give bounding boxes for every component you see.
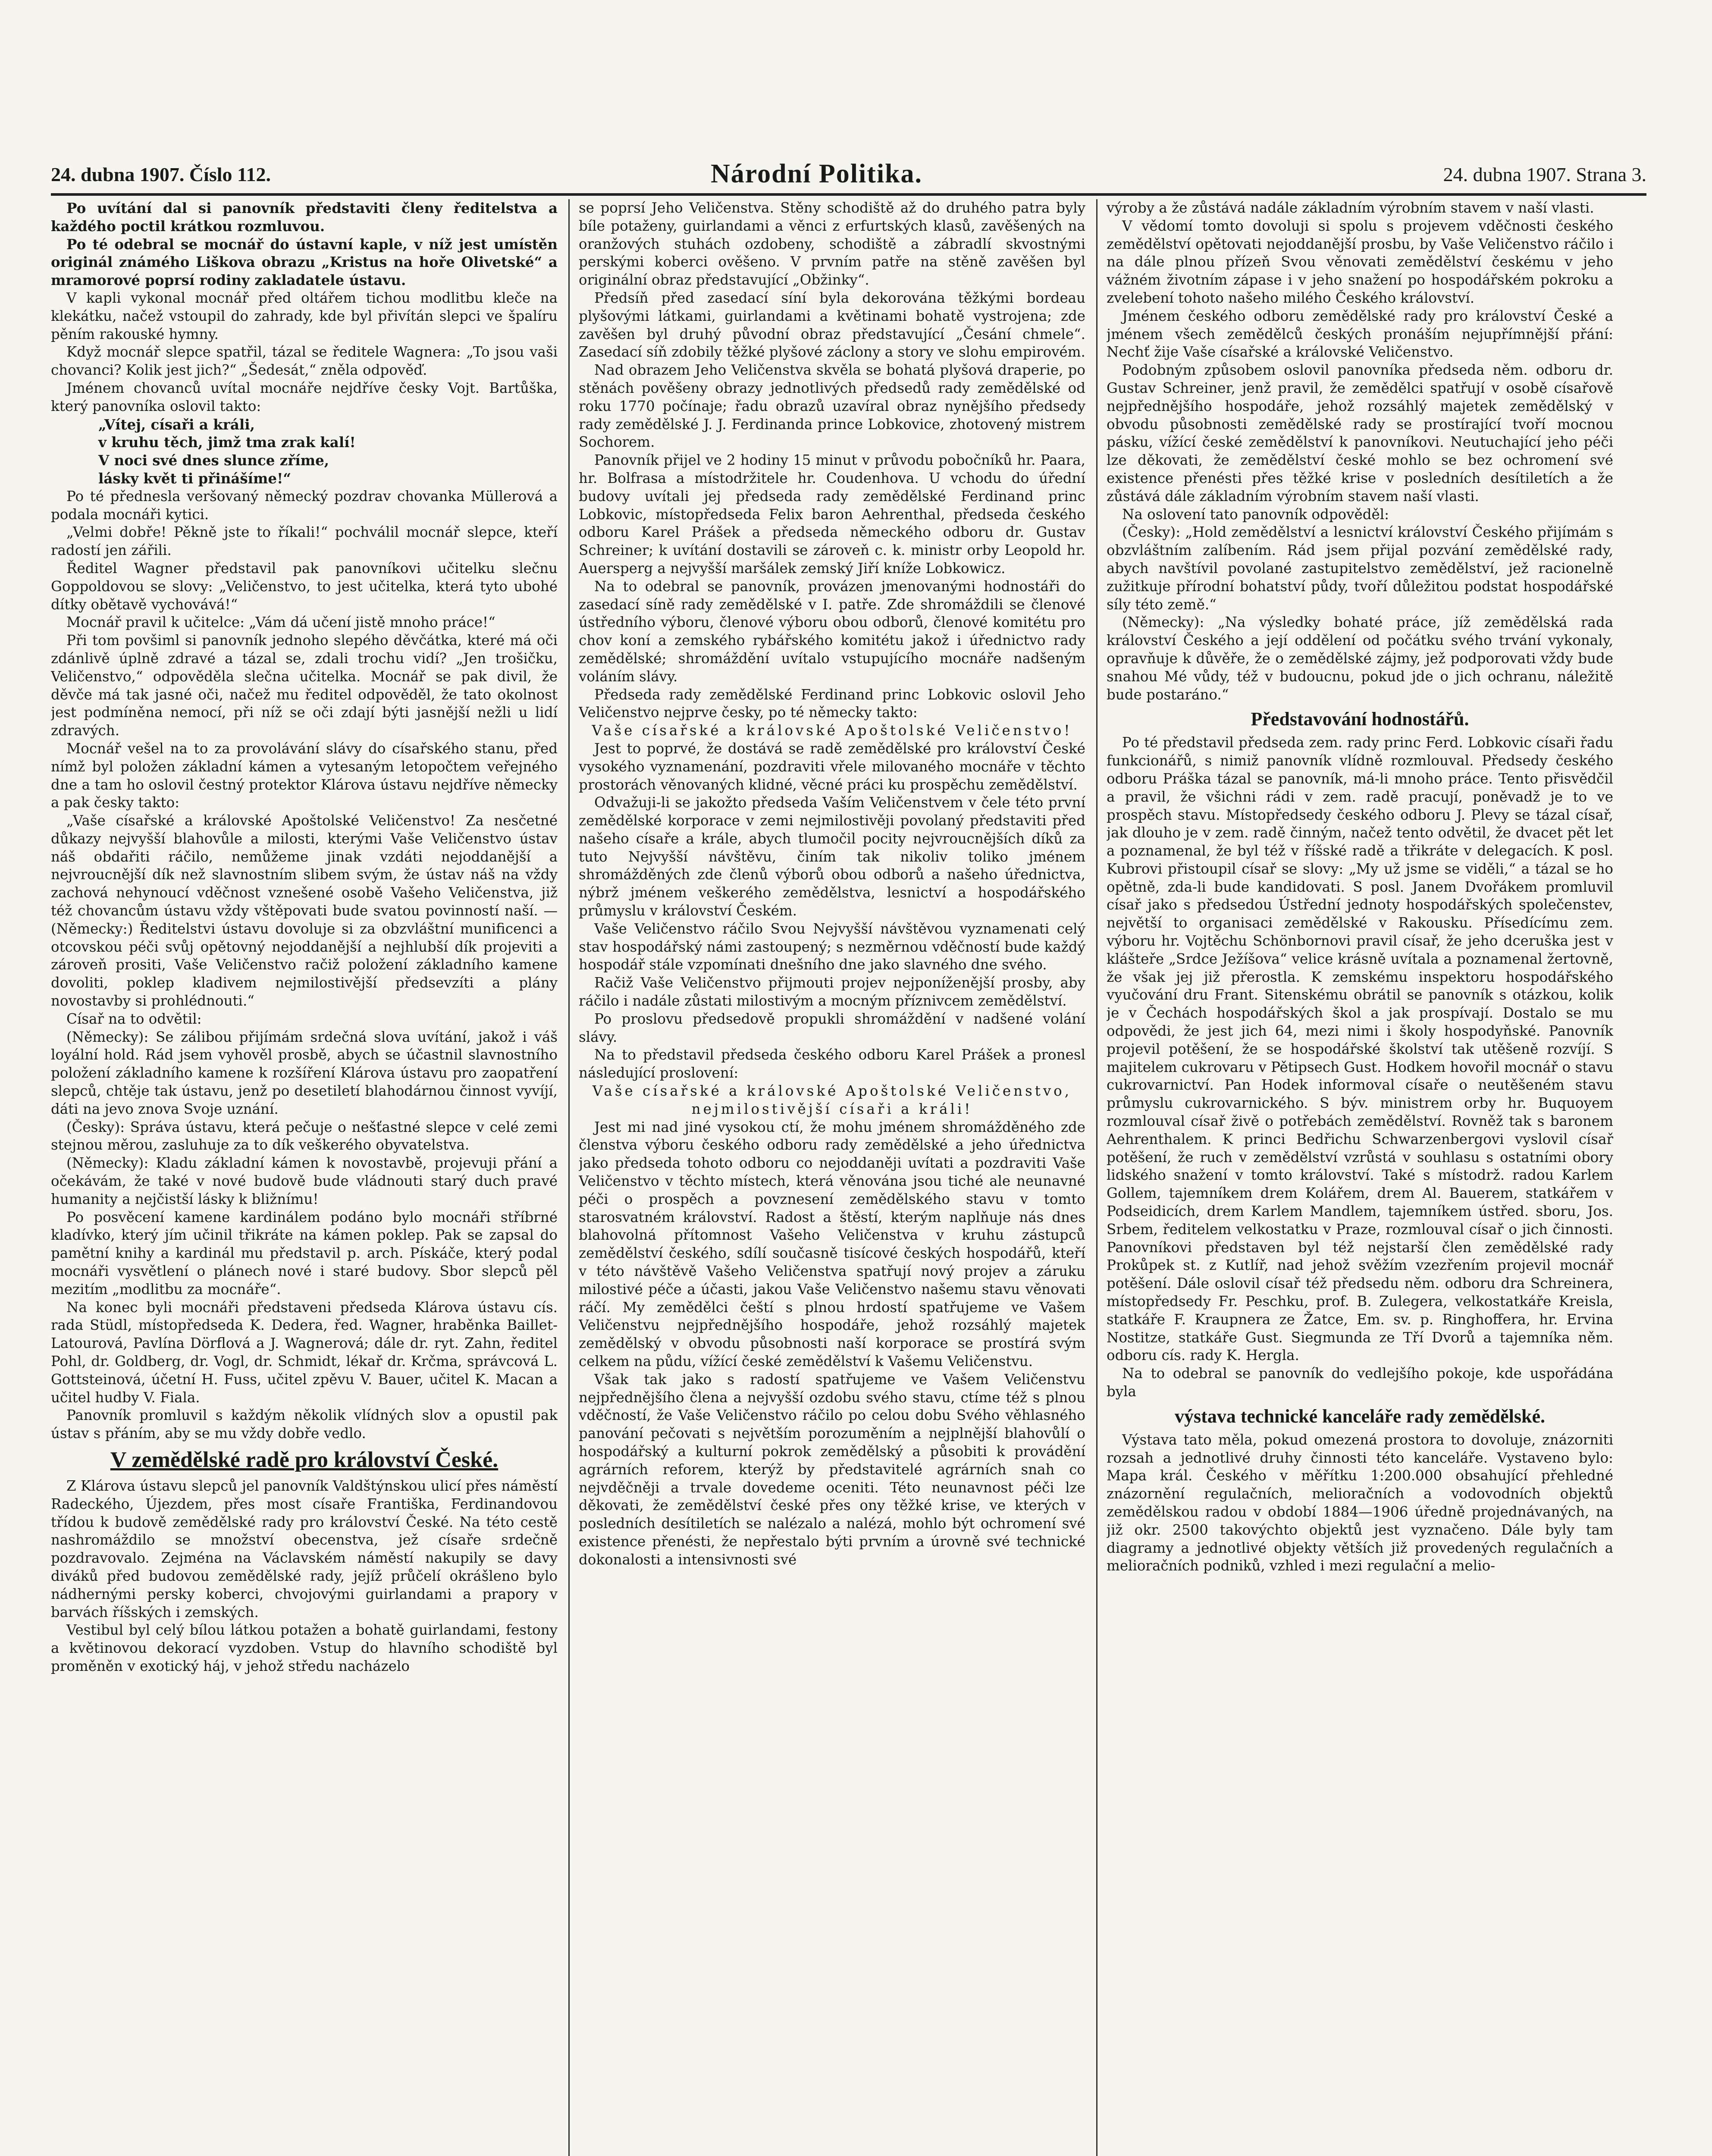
paragraph: Mocnář vešel na to za provolávání slávy do císařského stanu, před nímž byl položen základní kámen a vytesaným letopočtem veřejného dne a tam ho oslovil čestný protektor Klárova ústavu nejdříve německy a pak česky takto: xyxy=(51,740,558,811)
section-heading: V zemědělské radě pro království České. xyxy=(110,1447,499,1472)
newspaper-title: Národní Politika. xyxy=(711,159,923,188)
paragraph: Po posvěcení kamene kardinálem podáno bylo mocnáři stříbrné kladívko, který jím učinil třikráte na kámen poklep. Pak se zapsal do pamětní knihy a kardinál mu představil p. arch. Pískáče, který podal mocnáři vysvětlení o plánech nové i staré budovy. Sbor slepců pěl mezitím „modlitbu za mocnáře“. xyxy=(51,1209,558,1297)
paragraph: V vědomí tomto dovoluji si spolu s projevem vděčnosti českého zemědělství opětovati nejoddanější prosbu, by Vaše Veličenstvo ráčilo i na dále plnou přízeň Svou věnovati zemědělství českému v jeho vážném životním zápase i v jeho snažení po hospodářském pokroku a zvelebení tohoto našeho milého Českého království. xyxy=(1107,217,1613,306)
paragraph: Z Klárova ústavu slepců jel panovník Valdštýnskou ulicí přes náměstí Radeckého, Újezdem, přes most císaře Františka, Ferdinandovou třídou k budově zemědělské rady pro království České. Na této cestě nashromáždilo se množství obecenstva, jež císaře srdečně pozdravovalo. Zejména na Václavském náměstí nakupily se davy diváků před budovou zemědělské rady, jejíž průčelí okrášleno bylo nádhernými persky koberci, chvojovými guirlandami a prapory v barvách říšských i zemských. xyxy=(51,1477,558,1620)
page-date-number: 24. dubna 1907. Strana 3. xyxy=(1443,163,1646,185)
paragraph: Na konec byli mocnáři představeni předseda Klárova ústavu cís. rada Stüdl, místopředseda K. Dedera, řed. Wagner, hraběnka Baillet-Latourová, Pavlína Dörflová a J. Wagnerová; dále dr. ryt. Zahn, ředitel Pohl, dr. Goldberg, dr. Vogl, dr. Schmidt, lékař dr. Krčma, správcová L. Gottsteinová, účetní H. Fuss, učitel zpěvu V. Bauer, učitel K. Macan a učitel hudby V. Fiala. xyxy=(51,1299,558,1406)
paragraph: Po té odebral se mocnář do ústavní kaple, v níž jest umístěn originál známého Liškova obrazu „Kristus na hoře Olivetské“ a mramorové poprsí rodiny zakladatele ústavu. xyxy=(51,235,558,289)
paragraph: Odvažuji-li se jakožto předseda Vaším Veličenstvem v čele této první zemědělské korporace v zemi nejmilostivěji povolaný představiti před našeho císaře a krále, abych tlumočil pocity nejvroucnějších díků za tuto Nejvyšší návštěvu, činím tak nikoliv toliko jménem shromážděných zde členů výborů obou odborů a našeho úřednictva, nýbrž jménem veškerého zemědělstva, lesnictví a hospodářského průmyslu v království Českém. xyxy=(579,794,1085,919)
poem-line: v kruhu těch, jimž tma zrak kalí! xyxy=(98,434,356,451)
column-2 xyxy=(579,199,1085,2156)
paragraph: Ředitel Wagner představil pak panovníkovi učitelku slečnu Goppoldovou se slovy: „Veličenstvo, to jest učitelka, která tyto ubohé dítky obětavě vychovává!“ xyxy=(51,560,558,613)
issue-date-number: 24. dubna 1907. Číslo 112. xyxy=(51,163,271,185)
header-rule xyxy=(51,193,1646,196)
paragraph: Jest mi nad jiné vysokou ctí, že mohu jménem shromážděného zde členstva výboru českého odboru rady zemědělské a jeho úřednictva jako předseda tohoto odboru co nejoddaněji uvítati a pozdraviti Vaše Veličenstvo v těchto místech, která věnována jsou tiché ale neunavné péči o prospěch a povznesení zemědělského stavu v tomto starosvatném království. Radost a štěstí, kterým naplňuje nás dnes blahovolná přítomnost Vašeho Veličenstva v kruhu zástupců zemědělství českého, sdílí současně tisícové českých hospodářů, kteří v této návštěvě Vašeho Veličenstva spatřují nový projev a záruku milostivé péče a účasti, jakou Vaše Veličenstvo našemu stavu věnovati ráčí. My zemědělci čeští s plnou hrdostí spatřujeme ve Vašem Veličenstvu nejpřednějšího hospodáře, jehož rozsáhlý majetek zemědělský v obvodu působnosti naší korporace se prostírá svým celkem na půdu, vížící české zemědělství k Vašemu Veličenstvu. xyxy=(579,1119,1085,1369)
paragraph: (Česky): Správa ústavu, která pečuje o nešťastné slepce v celé zemi stejnou měrou, zasluhuje za to dík veškerého obyvatelstva. xyxy=(51,1119,558,1153)
paragraph: Mocnář pravil k učitelce: „Vám dá učení jistě mnoho práce!“ xyxy=(66,614,495,631)
paragraph: „Vaše císařské a královské Apoštolské Veličenstvo! Za nesčetné důkazy nejvyšší blahovůle a milosti, kterými Vaše Veličenstvo ústav náš obdařiti ráčilo, nemůžeme jinak vzdáti nejoddanější a nejvroucnější dík než slavnostním slibem svým, že ústav náš na vždy zachová nehynoucí vděčnost vznešené osobě Vašeho Veličenstva, již též chovancům ústavu vždy vštěpovati bude svatou povinností naší. — (Německy:) Ředitelstvi ústavu dovoluje si za obzvláštní munificenci a otcovskou péči svůj opětovný nejoddanější a nejhlubší dík projeviti a zároveň prositi, Vaše Veličenstvo račiž položení základního kamene dovoliti, poklep kladivem nejmilostivější předsevzíti a plány novostavby si prohlédnouti.“ xyxy=(51,812,558,1009)
paragraph: výroby a že zůstává nadále základním výrobním stavem v naší vlasti. xyxy=(1107,200,1594,216)
paragraph: Předsíň před zasedací síní byla dekorována těžkými bordeau plyšovými látkami, guirlandami a květinami bohatě vystrojena; zde zavěšen byl druhý původní obraz představující „Česání chmele“. Zasedací síň zdobily těžké plyšové záclony a story ve slohu empirovém. xyxy=(579,289,1085,360)
paragraph: Na oslovení tato panovník odpověděl: xyxy=(1122,506,1389,523)
paragraph: Nad obrazem Jeho Veličenstva skvěla se bohatá plyšová draperie, po stěnách pověšeny obrazy jednotlivých předsedů rady zemědělské od roku 1770 počínaje; řadu obrazů uzavíral obraz nynějšího předsedy rady zemědělské J. J. Ferdinanda prince Lobkovice, zhotovený mistrem Sochorem. xyxy=(579,362,1085,451)
paragraph: Císař na to odvětil: xyxy=(66,1010,202,1027)
paragraph: Vaše Veličenstvo ráčilo Svou Nejvyšší návštěvou vyznamenati celý stav hospodářský námi zastoupený; s nezměrnou vděčností bude každý hospodář stále vzpomínati dnešního dne jako slavného dne svého. xyxy=(579,920,1085,973)
column-1 xyxy=(51,199,558,2156)
paragraph: Podobným způsobem oslovil panovníka předseda něm. odboru dr. Gustav Schreiner, jenž pravil, že zemědělci spatřují v osobě císařově nejpřednějšího hospodáře, jehož rozsáhlý majetek zemědělský v obvodu působnosti zemědělské rady se prostírající tvoří mocnou pásku, vížící české zemědělství k panovníkovi. Neutuchající jeho péči lze děkovati, že zemědělství české mohlo se bez ochromení své existence přenésti přes těžké krise v posledních desítiletích a že zůstává dále základním výrobním stavem naší vlasti. xyxy=(1107,362,1613,505)
paragraph: Na to odebral se panovník, provázen jmenovanými hodnostáři do zasedací síně rady zemědělské v I. patře. Zde shromáždili se členové ústředního výboru, členové výboru obou odborů, členové komitétu pro chov koní a zemského rybářského komitétu jakož i úřednictvo rady zemědělské; shromáždění uvítalo vstupujícího mocnáře nadšeným voláním slávy. xyxy=(579,578,1085,685)
page-header xyxy=(51,159,1646,193)
column-3 xyxy=(1107,199,1613,2156)
poem-line: V noci své dnes slunce zříme, xyxy=(98,452,329,469)
paragraph: V kapli vykonal mocnář před oltářem tichou modlitbu kleče na klekátku, načež vstoupil do zahrady, kde byl přivítán slepci ve špalíru pěním rakouské hymny. xyxy=(51,289,558,342)
paragraph: (Česky): „Hold zemědělství a lesnictví království Českého přijímám s obzvláštním zalíbením. Rád jsem přijal pozvání zemědělské rady, abych navštívil povolané zastupitelstvo zemědělství, jež racionelně zužitkuje přírodní bohatství půdy, tvoří důležitou podstat hospodářské síly této země.“ xyxy=(1107,524,1613,613)
paragraph: Jménem českého odboru zemědělské rady pro království České a jménem všech zemědělců českých pronáším nejupřímnější přání: Nechť žije Vaše císařské a královské Veličenstvo. xyxy=(1107,307,1613,360)
paragraph: Jest to poprvé, že dostává se radě zemědělské pro království České vysokého vyznamenání, pozdraviti vřele milovaného mocnáře v těchto prostorách věnovaných klidné, věcné práci ku prospěchu zemědělství. xyxy=(579,740,1085,793)
paragraph: (Německy): „Na výsledky bohaté práce, jíž zemědělská rada království Českého a její oddělení od počátku svého trvání vykonaly, opravňuje k důvěře, že o zemědělské zájmy, jež podporovati vždy bude snahou Mé vůdy, též v budoucnu, pokud jde o jich ochranu, náležitě bude postaráno.“ xyxy=(1107,614,1613,703)
speech-salutation: Vaše císařské a královské Apoštolské Veličenstvo, nejmilostivější císaři a králi! xyxy=(592,1083,1072,1117)
paragraph: „Velmi dobře! Pěkně jste to říkali!“ pochválil mocnář slepce, kteří radostí jen zářili. xyxy=(51,524,558,559)
speech-salutation: Vaše císařské a královské Apoštolské Veličenstvo! xyxy=(592,722,1072,739)
paragraph: Když mocnář slepce spatřil, tázal se ředitele Wagnera: „To jsou vaši chovanci? Kolik jest jich?“ „Šedesát,“ zněla odpověď. xyxy=(51,344,558,379)
section-heading: výstava technické kanceláře rady zemědělské. xyxy=(1174,1405,1546,1427)
poem-line: „Vítej, císaři a králi, xyxy=(98,416,255,433)
paragraph: Po uvítání dal si panovník představiti členy ředitelstva a každého poctil krátkou rozmluvou. xyxy=(51,200,558,235)
column-divider xyxy=(1096,199,1097,2156)
paragraph: Panovník promluvil s každým několik vlídných slov a opustil pak ústav s přáním, aby se mu vždy dobře vedlo. xyxy=(51,1407,558,1442)
column-divider xyxy=(568,199,570,2156)
paragraph: Při tom povšiml si panovník jednoho slepého děvčátka, které má oči zdánlivě úplně zdravé a tázal se, zdali trochu vidí? „Jen trošičku, Veličenstvo,“ odpověděla slečna učitelka. Mocnář se pak divil, že děvče má tak jasné oči, načež mu ředitel odpověděl, že tato okolnost jest podmíněna nemocí, při níž se oči zdají býti jasnější nežli u lidí zdravých. xyxy=(51,632,558,739)
paragraph: (Německy): Kladu základní kámen k novostavbě, projevuji přání a očekávám, že také v nové budově bude vládnouti starý duch pravé humanity a nejčistší lásky k bližnímu! xyxy=(51,1155,558,1207)
paragraph: Po té přednesla veršovaný německý pozdrav chovanka Müllerová a podala mocnáři kytici. xyxy=(51,488,558,523)
paragraph: Po proslovu předsedově propukli shromáždění v nadšené volání slávy. xyxy=(579,1010,1085,1045)
paragraph: Však tak jako s radostí spatřujeme ve Vašem Veličenstvu nejpřednějšího člena a nejvyšší ozdobu svého stavu, ctíme též s plnou vděčností, že Vaše Veličenstvo ráčilo po celou dobu Svého věhlasného panování pečovati s největším porozuměním a nejplnější blahovůlí o hospodářský a kulturní pokrok zemědělský a působiti k provádění agrárních reforem, kterýž by představitelé agrárních snah co nejvděčněji a trvale dovedeme oceniti. Této neunavnost péči lze děkovati, že zemědělství české přes ony těžké krise, ve kterých v posledních desítiletích se nalézalo a nalézá, mohlo být ochromení své existence přenésti, že nepřestalo býti prvním a úrovně své technické dokonalosti a intensivnosti své xyxy=(579,1371,1085,1568)
paragraph: (Německy): Se zálibou přijímám srdečná slova uvítání, jakož i váš loyální hold. Rád jsem vyhověl prosbě, abych se účastnil slavnostního položení základního kamene k rozšíření Klárova ústavu pro zaopatření slepců, chtěje tak ústavu, jenž po desetiletí blahodárnou činnost vyvíjí, dáti na jevo znova Svoje uznání. xyxy=(51,1028,558,1117)
paragraph: Vestibul byl celý bílou látkou potažen a bohatě guirlandami, festony a květinovou dekorací vyzdoben. Vstup do hlavního schodiště byl proměněn v exotický háj, v jehož středu nacházelo xyxy=(51,1622,558,1674)
paragraph: Na to představil předseda českého odboru Karel Prášek a pronesl následující proslovení: xyxy=(579,1047,1085,1081)
paragraph: Předseda rady zemědělské Ferdinand princ Lobkovic oslovil Jeho Veličenstvo nejprve česky, po té německy takto: xyxy=(579,686,1085,721)
paragraph: Jménem chovanců uvítal mocnáře nejdříve česky Vojt. Bartůška, který panovníka oslovil takto: xyxy=(51,379,558,414)
paragraph: Výstava tato měla, pokud omezená prostora to dovoluje, znázorniti rozsah a jednotlivé druhy činnosti této kanceláře. Vystaveno bylo: Mapa král. Českého v měřítku 1:200.000 obsahující přehledné znázornění regulačních, melioračních a vodovodních objektů zemědělskou radou v období 1884—1906 úředně projednávaných, na již okr. 2500 takovýchto objektů jest vyznačeno. Dále byly tam diagramy a jednotlivé objekty větších již provedených regulačních a melioračních podniků, vzhled i mezi regulační a melio- xyxy=(1107,1431,1613,1574)
section-heading: Představování hodnostářů. xyxy=(1251,708,1469,730)
paragraph: Račiž Vaše Veličenstvo přijmouti projev nejponíženější prosby, aby ráčilo i nadále zůstati milostivým a mocným příznivcem zemědělství. xyxy=(579,975,1085,1009)
paragraph: Na to odebral se panovník do vedlejšího pokoje, kde uspořádána byla xyxy=(1107,1365,1613,1400)
paragraph: Po té představil předseda zem. rady princ Ferd. Lobkovic císaři řadu funkcionářů, s nimiž panovník vlídně rozmlouval. Předsedy českého odboru Práška tázal se panovník, má-li mnoho práce. Tento přisvědčil a pravil, že všichni rádi v zem. radě pracují, poněvadž je to ve prospěch stavu. Místopředsedy českého odboru J. Plevy se tázal císař, jak dlouho je v zem. radě činným, načež tento odvětil, že dvacet pět let a poznamenal, že byl též v říšské radě a třikráte v delegacích. K posl. Kubrovi přistoupil císař se slovy: „My už jsme se viděli,“ a tázal se ho opětně, zda-li bude kandidovati. S posl. Janem Dvořákem promluvil císař jako s předsedou Ústřední jednoty hospodářských společenstev, největší to organisaci zemědělské v Rakousku. Přísedícímu zem. výboru hr. Vojtěchu Schönbornovi pravil císař, že jeho dceruška jest v klášteře „Srdce Ježíšova“ velice krásně uvítala a poznamenal žertovně, že však jej již přerostla. K zemskému inspektoru hospodářského vyučování dru Frant. Sitenskému obrátil se panovník s otázkou, kolik je v Čechách hospodářských škol a jak prospívají. Dostalo se mu odpovědi, že jest jich 64, mezi nimi i školy hospodyňské. Panovník projevil potěšení, že se hospodářské školství tak utěšeně rozvíjí. S majitelem cukrovaru v Pětipsech Gust. Hodkem hovořil mocnář o stavu cukrovarnictví. Pan Hodek informoval císaře o neutěšeném stavu průmyslu cukrovarnického. S býv. ministrem orby hr. Buquoyem rozmlouval císař živě o potřebách zemědělství. Rovněž tak s baronem Aehrenthalem. K princi Bedřichu Schwarzenbergovi vyslovil císař potěšení, že ruch v zemědělství vzrůstá v souhlasu s ostatními obory lidského snažení v tomto království. Také s místodrž. radou Karlem Gollem, tajemníkem drem Kolářem, drem Al. Bauerem, statkářem v Podseidicích, drem Karlem Mandlem, tajemníkem ústřed. sboru, Jos. Srbem, ředitelem velkostatku v Praze, rozmlouval císař o jich činnosti. Panovníkovi představen byl též nejstarší člen zemědělské rady Prokůpek st. z Kutlíř, nad jehož svěžím vzezřením projevil mocnář potěšení. Dále oslovil císař též předsedu něm. odboru dra Schreinera, místopředsedy Fr. Peschku, prof. B. Zulegera, velkostatkáře Kreisla, statkáře F. Kraupnera ze Žatce, Em. sv. p. Ringhoffera, hr. Ervina Nostitze, statkáře Gust. Siegmunda ze Tří Dvorů a tajemníka něm. odboru cís. rady K. Hergla. xyxy=(1107,734,1613,1364)
paragraph: se poprsí Jeho Veličenstva. Stěny schodiště až do druhého patra byly bíle potaženy, guirlandami a věnci z erfurtských klasů, zavěšených na oranžových stuhách ozdobeny, schodiště a zábradlí skvostnými perskými koberci ověšeno. V prvním patře na stěně zavěšen byl originální obraz představující „Obžinky“. xyxy=(579,200,1085,288)
paragraph: Panovník přijel ve 2 hodiny 15 minut v průvodu pobočníků hr. Paara, hr. Bolfrasa a místodržitele hr. Coudenhova. U vchodu do úřední budovy uvítali jej předseda rady zemědělské Ferdinand princ Lobkovic, místopředseda Felix baron Aehrenthal, předseda českého odboru Karel Prášek a předseda německého odboru dr. Gustav Schreiner; k uvítání dostavili se zároveň c. k. ministr orby Leopold hr. Auersperg a nejvyšší maršálek zemský Jiří kníže Lobkowicz. xyxy=(579,452,1085,577)
poem-line: lásky květ ti přinášíme!“ xyxy=(98,470,292,487)
